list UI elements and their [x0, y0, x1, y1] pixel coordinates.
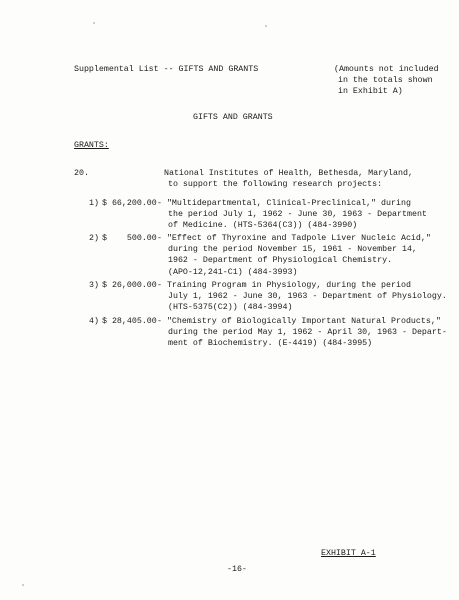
- item-line: (APO-12,241-C1) (484-3993): [168, 267, 298, 277]
- item-index: 2): [89, 234, 99, 243]
- item-line: July 1, 1962 - June 30, 1963 - Department of Physiology.: [168, 292, 447, 302]
- note-line: (Amounts not included: [334, 65, 439, 74]
- item-amount: $ 66,200.00: [102, 199, 157, 208]
- item-description: [157, 316, 447, 350]
- scan-speck: [265, 25, 267, 27]
- entry-intro: [164, 168, 413, 190]
- item-line: (HTS-5375(C2)) (484-3994): [168, 303, 293, 313]
- list-title: Supplemental List -- GIFTS AND GRANTS: [74, 65, 259, 74]
- item-line: 1962 - Department of Physiological Chemistry.: [168, 256, 393, 266]
- section-title: GIFTS AND GRANTS: [193, 113, 273, 122]
- intro-line: to support the following research projects:: [168, 180, 383, 190]
- note-line: in Exhibit A): [338, 87, 403, 97]
- item-line: - "Chemistry of Biologically Important Natural Products,": [157, 317, 441, 326]
- item-description: [157, 233, 431, 278]
- grants-label: GRANTS:: [74, 141, 109, 150]
- note-line: in the totals shown: [338, 76, 433, 86]
- exhibit-label: EXHIBIT A-1: [321, 549, 376, 558]
- item-line: of Medicine. (HTS-5364(C3)) (484-3990): [168, 221, 358, 231]
- scan-speck: [22, 584, 24, 586]
- item-index: 4): [89, 317, 99, 326]
- item-line: the period July 1, 1962 - June 30, 1963 - Department: [168, 210, 427, 220]
- entry-number: 20.: [74, 169, 89, 178]
- intro-line: National Institutes of Health, Bethesda, Maryland,: [164, 169, 413, 178]
- item-line: during the period November 15, 1961 - November 14,: [168, 245, 417, 255]
- item-amount: $ 28,405.00: [102, 317, 157, 326]
- item-line: during the period May 1, 1962 - April 30, 1963 - Depart-: [168, 328, 447, 338]
- item-line: - Training Program in Physiology, during the period: [157, 281, 411, 290]
- item-description: [157, 198, 427, 232]
- item-description: [157, 280, 447, 314]
- scan-speck: [93, 22, 95, 24]
- amounts-note: [334, 64, 439, 98]
- item-line: - "Effect of Thyroxine and Tadpole Liver Nucleic Acid,": [157, 234, 431, 243]
- item-amount: $ 500.00: [102, 234, 157, 243]
- item-amount: $ 26,000.00: [102, 281, 157, 290]
- item-line: ment of Biochemistry. (E-4419) (484-3995): [168, 339, 373, 349]
- item-index: 3): [89, 281, 99, 290]
- page-number: -16-: [227, 565, 247, 574]
- item-line: - "Multidepartmental, Clinical-Preclinical," during: [157, 199, 411, 208]
- item-index: 1): [89, 199, 99, 208]
